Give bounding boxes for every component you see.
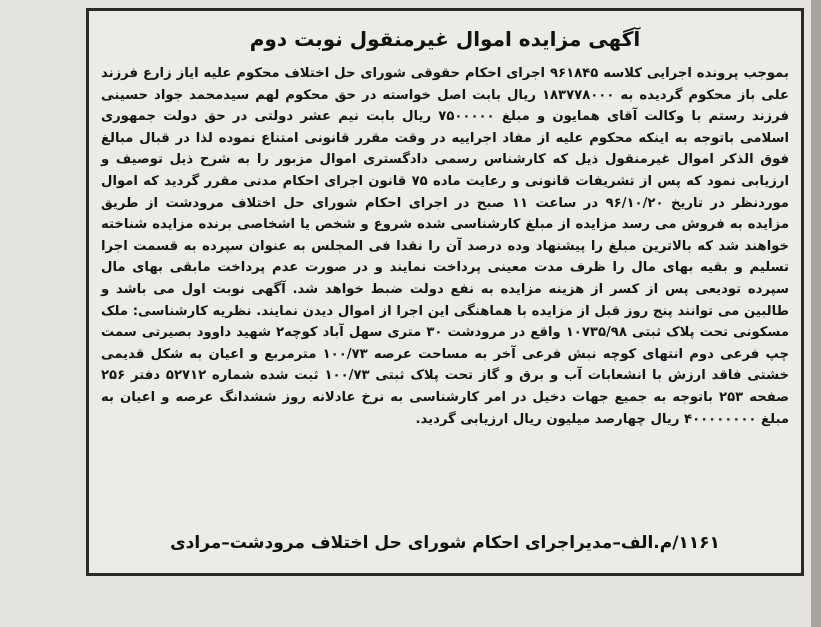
notice-title: آگهی مزایده اموال غیرمنقول نوبت دوم: [249, 27, 641, 51]
notice-body: بموجب پرونده اجرایی کلاسه ۹۶۱۸۴۵ اجرای احکام حقوقی شورای حل اختلاف محکوم علیه ایاز زارع فرزند علی باز محکوم گردیده به ۱۸۳۷۷۸۰۰۰ ریال بابت اصل خواسته در حق محکوم لهم سیدمحمد جواد حسینی فرزند رستم با وکالت آقای همایون و مبلغ ۷۵۰۰۰۰۰ ریال بابت نیم عشر دولتی در حق دولت جمهوری اسلامی باتوجه به اینکه محکوم علیه از مفاد اجراییه در وقت مقرر قانونی امتناع نموده لذا در قبال مبالغ فوق الذکر اموال غیرمنقول ذیل که کارشناس رسمی دادگستری اموال مزبور را به شرح ذیل توصیف و ارزیابی نمود که پس از تشریفات قانونی و رعایت ماده ۷۵ قانون اجرای احکام مدنی مقرر گردید که اموال موردنظر در تاریخ ۹۶/۱۰/۲۰ در ساعت ۱۱ صبح در اجرای احکام شورای حل اختلاف مرودشت از طریق مزایده به فروش می رسد مزایده از مبلغ کارشناسی شده شروع و شخص یا اشخاصی برنده مزایده شناخته خواهند شد که بالاترین مبلغ را پیشنهاد وده درصد آن را نقدا فی المجلس به عنوان سپرده به قسمت اجرا تسلیم و بقیه بهای مال را ظرف مدت معینی پرداخت نمایند و در صورت عدم پرداخت مابقی بهای مال سپرده تودیعی پس از کسر از هزینه مزایده به نفع دولت ضبط خواهد شد. آگهی نوبت اول می باشد و طالبین می توانند پنج روز قبل از مزایده با هماهنگی این اجرا از اموال دیدن نمایند. نظریه کارشناسی: ملک مسکونی تحت پلاک ثبتی ۱۰۷۳۵/۹۸ واقع در مرودشت ۳۰ متری سهل آباد کوچه۲ شهید داوود بصیرتی سمت چپ فرعی دوم انتهای کوچه نبش فرعی آخر به مساحت عرصه ۱۰۰/۷۳ مترمربع و اعیان به شکل قدیمی خشتی فاقد ارزش با انشعابات آب و برق و گاز تحت پلاک ثبتی ۱۰۰/۷۳ ثبت شده شماره ۵۲۷۱۲ دفتر ۲۵۶ صفحه ۲۵۳ باتوجه به جمیع جهات دخیل در امر کارشناسی به نرخ عادلانه روز ششدانگ عرصه و اعیان به مبلغ ۴۰۰۰۰۰۰۰۰ ریال چهارصد میلیون ریال ارزیابی گردید.: [101, 66, 790, 427]
page-edge-shadow: [811, 0, 821, 627]
notice-footer: ۱۱۶۱/م.الف–مدیراجرای احکام شورای حل اختلاف مرودشت–مرادی: [170, 533, 720, 553]
notice-frame: [86, 8, 804, 576]
